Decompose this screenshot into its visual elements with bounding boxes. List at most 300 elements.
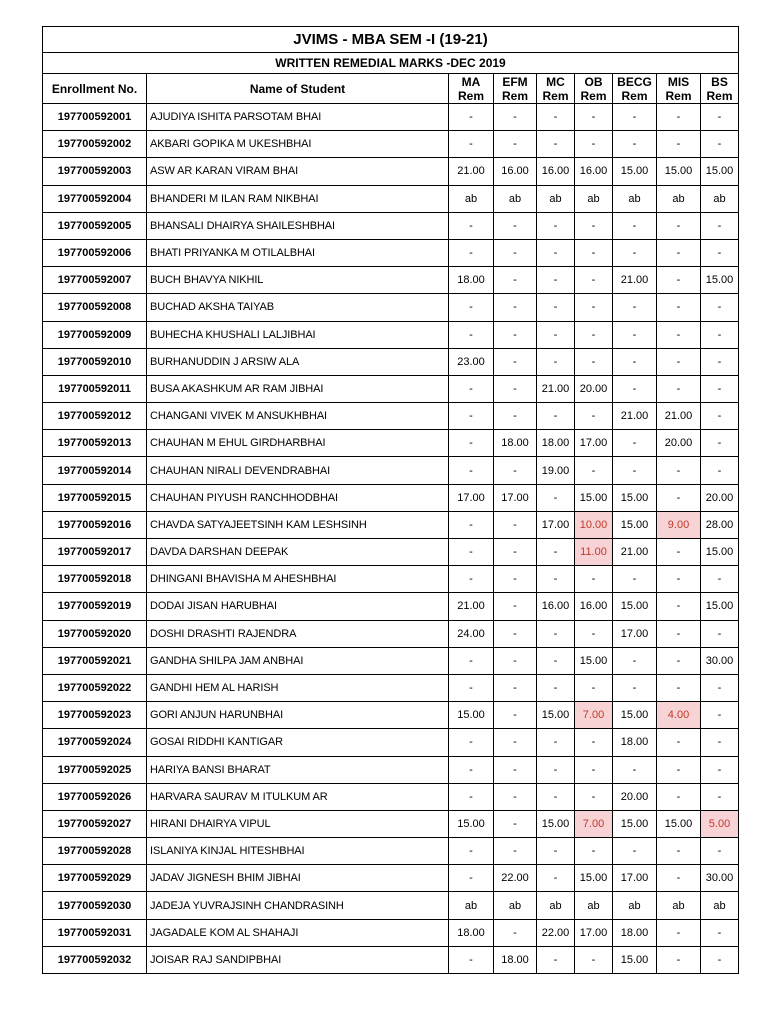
mark-cell-ma: - bbox=[449, 756, 494, 783]
mark-cell-mc: 19.00 bbox=[537, 457, 575, 484]
mark-cell-ma: - bbox=[449, 375, 494, 402]
mark-cell-efm: - bbox=[494, 321, 537, 348]
enrollment-number: 197700592003 bbox=[43, 158, 147, 185]
mark-cell-efm: - bbox=[494, 647, 537, 674]
mark-cell-mc: 22.00 bbox=[537, 919, 575, 946]
mark-cell-bs: - bbox=[701, 946, 739, 973]
mark-cell-efm: 17.00 bbox=[494, 484, 537, 511]
subject-header-ma: MA Rem bbox=[449, 74, 494, 104]
mark-cell-ma: - bbox=[449, 403, 494, 430]
mark-cell-mc: 16.00 bbox=[537, 593, 575, 620]
mark-cell-becg: 21.00 bbox=[613, 403, 657, 430]
subject-header-efm: EFM Rem bbox=[494, 74, 537, 104]
mark-cell-mis: - bbox=[657, 484, 701, 511]
table-row bbox=[43, 593, 739, 620]
mark-cell-becg: - bbox=[613, 430, 657, 457]
mark-cell-mis: 21.00 bbox=[657, 403, 701, 430]
mark-cell-ma: - bbox=[449, 838, 494, 865]
table-row bbox=[43, 756, 739, 783]
mark-cell-becg: 17.00 bbox=[613, 865, 657, 892]
mark-cell-ob: 15.00 bbox=[575, 484, 613, 511]
mark-cell-efm: - bbox=[494, 566, 537, 593]
enrollment-number: 197700592032 bbox=[43, 946, 147, 973]
mark-cell-mis: 15.00 bbox=[657, 810, 701, 837]
mark-cell-ma: - bbox=[449, 566, 494, 593]
mark-cell-becg: - bbox=[613, 104, 657, 131]
mark-cell-ma: 15.00 bbox=[449, 810, 494, 837]
mark-cell-efm: ab bbox=[494, 185, 537, 212]
mark-cell-bs: - bbox=[701, 919, 739, 946]
table-row bbox=[43, 131, 739, 158]
mark-cell-mis: - bbox=[657, 267, 701, 294]
mark-cell-mis: - bbox=[657, 865, 701, 892]
mark-cell-efm: - bbox=[494, 539, 537, 566]
mark-cell-ob: - bbox=[575, 946, 613, 973]
mark-cell-ma: - bbox=[449, 457, 494, 484]
mark-cell-ma: 18.00 bbox=[449, 919, 494, 946]
mark-cell-ma: - bbox=[449, 783, 494, 810]
mark-cell-mis: - bbox=[657, 294, 701, 321]
student-name: JADAV JIGNESH BHIM JIBHAI bbox=[147, 865, 449, 892]
mark-cell-mc: 16.00 bbox=[537, 158, 575, 185]
mark-cell-ma: - bbox=[449, 321, 494, 348]
mark-cell-ob: - bbox=[575, 239, 613, 266]
mark-cell-bs: - bbox=[701, 131, 739, 158]
mark-cell-mis: - bbox=[657, 593, 701, 620]
mark-cell-ob: 16.00 bbox=[575, 593, 613, 620]
student-name: GORI ANJUN HARUNBHAI bbox=[147, 702, 449, 729]
mark-cell-mis: - bbox=[657, 457, 701, 484]
enrollment-number: 197700592026 bbox=[43, 783, 147, 810]
mark-cell-ma: - bbox=[449, 430, 494, 457]
mark-cell-becg: 15.00 bbox=[613, 484, 657, 511]
mark-cell-mc: 15.00 bbox=[537, 810, 575, 837]
mark-cell-mc: - bbox=[537, 403, 575, 430]
mark-cell-mc: - bbox=[537, 267, 575, 294]
mark-cell-efm: 18.00 bbox=[494, 430, 537, 457]
mark-cell-mc: 21.00 bbox=[537, 375, 575, 402]
mark-cell-ob: 7.00 bbox=[575, 810, 613, 837]
enrollment-number: 197700592021 bbox=[43, 647, 147, 674]
table-row bbox=[43, 403, 739, 430]
enrollment-header: Enrollment No. bbox=[43, 74, 147, 104]
mark-cell-mis: - bbox=[657, 375, 701, 402]
enrollment-number: 197700592002 bbox=[43, 131, 147, 158]
mark-cell-becg: ab bbox=[613, 892, 657, 919]
table-row bbox=[43, 267, 739, 294]
enrollment-number: 197700592004 bbox=[43, 185, 147, 212]
mark-cell-becg: 20.00 bbox=[613, 783, 657, 810]
student-name: CHAUHAN PIYUSH RANCHHODBHAI bbox=[147, 484, 449, 511]
enrollment-number: 197700592009 bbox=[43, 321, 147, 348]
mark-cell-mis: ab bbox=[657, 892, 701, 919]
mark-cell-efm: - bbox=[494, 403, 537, 430]
mark-cell-mc: - bbox=[537, 131, 575, 158]
mark-cell-ob: - bbox=[575, 729, 613, 756]
mark-cell-efm: - bbox=[494, 131, 537, 158]
mark-cell-ma: ab bbox=[449, 892, 494, 919]
mark-cell-mc: - bbox=[537, 212, 575, 239]
mark-cell-ma: - bbox=[449, 212, 494, 239]
mark-cell-efm: - bbox=[494, 593, 537, 620]
mark-cell-mis: - bbox=[657, 212, 701, 239]
mark-cell-ob: - bbox=[575, 294, 613, 321]
mark-cell-mc: - bbox=[537, 104, 575, 131]
mark-cell-bs: - bbox=[701, 729, 739, 756]
mark-cell-becg: - bbox=[613, 647, 657, 674]
enrollment-number: 197700592024 bbox=[43, 729, 147, 756]
student-name: GOSAI RIDDHI KANTIGAR bbox=[147, 729, 449, 756]
table-row bbox=[43, 511, 739, 538]
mark-cell-becg: 15.00 bbox=[613, 593, 657, 620]
mark-cell-mc: 15.00 bbox=[537, 702, 575, 729]
student-name: GANDHI HEM AL HARISH bbox=[147, 674, 449, 701]
mark-cell-mis: - bbox=[657, 131, 701, 158]
mark-cell-ma: - bbox=[449, 131, 494, 158]
enrollment-number: 197700592013 bbox=[43, 430, 147, 457]
student-name: CHAVDA SATYAJEETSINH KAM LESHSINH bbox=[147, 511, 449, 538]
mark-cell-ma: - bbox=[449, 511, 494, 538]
mark-cell-efm: - bbox=[494, 674, 537, 701]
mark-cell-becg: - bbox=[613, 239, 657, 266]
mark-cell-bs: - bbox=[701, 294, 739, 321]
mark-cell-mis: 15.00 bbox=[657, 158, 701, 185]
mark-cell-mc: - bbox=[537, 865, 575, 892]
mark-cell-ob: 10.00 bbox=[575, 511, 613, 538]
subject-header-becg: BECG Rem bbox=[613, 74, 657, 104]
mark-cell-ob: - bbox=[575, 783, 613, 810]
mark-cell-efm: ab bbox=[494, 892, 537, 919]
enrollment-number: 197700592008 bbox=[43, 294, 147, 321]
student-name: HIRANI DHAIRYA VIPUL bbox=[147, 810, 449, 837]
mark-cell-efm: - bbox=[494, 838, 537, 865]
mark-cell-ma: 21.00 bbox=[449, 158, 494, 185]
sheet-title: JVIMS - MBA SEM -I (19-21) bbox=[43, 27, 739, 53]
mark-cell-becg: - bbox=[613, 838, 657, 865]
mark-cell-mc: - bbox=[537, 539, 575, 566]
student-name: BUCHAD AKSHA TAIYAB bbox=[147, 294, 449, 321]
subject-header-mis: MIS Rem bbox=[657, 74, 701, 104]
mark-cell-mc: ab bbox=[537, 892, 575, 919]
mark-cell-mis: 9.00 bbox=[657, 511, 701, 538]
mark-cell-mis: - bbox=[657, 566, 701, 593]
mark-cell-bs: 30.00 bbox=[701, 865, 739, 892]
enrollment-number: 197700592030 bbox=[43, 892, 147, 919]
student-name: CHAUHAN M EHUL GIRDHARBHAI bbox=[147, 430, 449, 457]
enrollment-number: 197700592012 bbox=[43, 403, 147, 430]
mark-cell-bs: 15.00 bbox=[701, 539, 739, 566]
mark-cell-efm: - bbox=[494, 104, 537, 131]
mark-cell-mc: - bbox=[537, 838, 575, 865]
mark-cell-ob: - bbox=[575, 674, 613, 701]
mark-cell-mis: - bbox=[657, 647, 701, 674]
mark-cell-becg: - bbox=[613, 348, 657, 375]
mark-cell-efm: - bbox=[494, 294, 537, 321]
table-row bbox=[43, 104, 739, 131]
student-name: DHINGANI BHAVISHA M AHESHBHAI bbox=[147, 566, 449, 593]
table-row bbox=[43, 375, 739, 402]
mark-cell-mis: ab bbox=[657, 185, 701, 212]
mark-cell-bs: 20.00 bbox=[701, 484, 739, 511]
mark-cell-becg: 18.00 bbox=[613, 729, 657, 756]
mark-cell-becg: - bbox=[613, 321, 657, 348]
table-row bbox=[43, 783, 739, 810]
marks-sheet bbox=[42, 26, 738, 974]
enrollment-number: 197700592010 bbox=[43, 348, 147, 375]
mark-cell-bs: - bbox=[701, 756, 739, 783]
table-row bbox=[43, 484, 739, 511]
mark-cell-bs: - bbox=[701, 375, 739, 402]
student-name: BUSA AKASHKUM AR RAM JIBHAI bbox=[147, 375, 449, 402]
mark-cell-becg: 18.00 bbox=[613, 919, 657, 946]
student-name: BHATI PRIYANKA M OTILALBHAI bbox=[147, 239, 449, 266]
mark-cell-ma: 15.00 bbox=[449, 702, 494, 729]
student-name: AKBARI GOPIKA M UKESHBHAI bbox=[147, 131, 449, 158]
mark-cell-mis: - bbox=[657, 539, 701, 566]
mark-cell-ma: - bbox=[449, 946, 494, 973]
mark-cell-efm: 16.00 bbox=[494, 158, 537, 185]
enrollment-number: 197700592029 bbox=[43, 865, 147, 892]
mark-cell-mis: - bbox=[657, 104, 701, 131]
mark-cell-efm: - bbox=[494, 212, 537, 239]
mark-cell-ob: - bbox=[575, 457, 613, 484]
mark-cell-ob: - bbox=[575, 348, 613, 375]
table-row bbox=[43, 539, 739, 566]
mark-cell-ob: 17.00 bbox=[575, 430, 613, 457]
mark-cell-mc: 18.00 bbox=[537, 430, 575, 457]
table-row bbox=[43, 239, 739, 266]
mark-cell-mis: - bbox=[657, 838, 701, 865]
mark-cell-mc: - bbox=[537, 348, 575, 375]
mark-cell-efm: - bbox=[494, 457, 537, 484]
student-name: BUHECHA KHUSHALI LALJIBHAI bbox=[147, 321, 449, 348]
mark-cell-mc: - bbox=[537, 484, 575, 511]
mark-cell-ma: 18.00 bbox=[449, 267, 494, 294]
mark-cell-becg: - bbox=[613, 375, 657, 402]
enrollment-number: 197700592006 bbox=[43, 239, 147, 266]
enrollment-number: 197700592028 bbox=[43, 838, 147, 865]
mark-cell-mc: ab bbox=[537, 185, 575, 212]
student-name: BHANSALI DHAIRYA SHAILESHBHAI bbox=[147, 212, 449, 239]
mark-cell-bs: - bbox=[701, 321, 739, 348]
mark-cell-becg: - bbox=[613, 756, 657, 783]
student-name: BUCH BHAVYA NIKHIL bbox=[147, 267, 449, 294]
mark-cell-efm: - bbox=[494, 375, 537, 402]
mark-cell-ma: - bbox=[449, 104, 494, 131]
table-row bbox=[43, 294, 739, 321]
mark-cell-bs: ab bbox=[701, 185, 739, 212]
mark-cell-mc: - bbox=[537, 620, 575, 647]
mark-cell-mc: - bbox=[537, 566, 575, 593]
enrollment-number: 197700592017 bbox=[43, 539, 147, 566]
mark-cell-bs: 15.00 bbox=[701, 267, 739, 294]
student-name: BURHANUDDIN J ARSIW ALA bbox=[147, 348, 449, 375]
mark-cell-mc: - bbox=[537, 674, 575, 701]
mark-cell-efm: - bbox=[494, 810, 537, 837]
table-row bbox=[43, 647, 739, 674]
mark-cell-mc: - bbox=[537, 783, 575, 810]
mark-cell-bs: - bbox=[701, 674, 739, 701]
mark-cell-bs: - bbox=[701, 702, 739, 729]
mark-cell-ob: 16.00 bbox=[575, 158, 613, 185]
mark-cell-ma: 17.00 bbox=[449, 484, 494, 511]
student-name: DODAI JISAN HARUBHAI bbox=[147, 593, 449, 620]
mark-cell-efm: - bbox=[494, 239, 537, 266]
mark-cell-ob: 20.00 bbox=[575, 375, 613, 402]
mark-cell-bs: 5.00 bbox=[701, 810, 739, 837]
sheet-subtitle: WRITTEN REMEDIAL MARKS -DEC 2019 bbox=[43, 53, 739, 74]
mark-cell-mc: - bbox=[537, 239, 575, 266]
student-name: JAGADALE KOM AL SHAHAJI bbox=[147, 919, 449, 946]
enrollment-number: 197700592015 bbox=[43, 484, 147, 511]
mark-cell-becg: - bbox=[613, 566, 657, 593]
student-name: CHAUHAN NIRALI DEVENDRABHAI bbox=[147, 457, 449, 484]
marks-table bbox=[42, 26, 739, 974]
table-row bbox=[43, 892, 739, 919]
mark-cell-bs: - bbox=[701, 838, 739, 865]
enrollment-number: 197700592022 bbox=[43, 674, 147, 701]
mark-cell-bs: 15.00 bbox=[701, 593, 739, 620]
student-name: ASW AR KARAN VIRAM BHAI bbox=[147, 158, 449, 185]
mark-cell-efm: - bbox=[494, 756, 537, 783]
mark-cell-bs: - bbox=[701, 212, 739, 239]
mark-cell-mis: 4.00 bbox=[657, 702, 701, 729]
mark-cell-becg: - bbox=[613, 212, 657, 239]
mark-cell-ob: ab bbox=[575, 892, 613, 919]
student-name: DAVDA DARSHAN DEEPAK bbox=[147, 539, 449, 566]
table-row bbox=[43, 212, 739, 239]
mark-cell-bs: 28.00 bbox=[701, 511, 739, 538]
mark-cell-becg: 21.00 bbox=[613, 539, 657, 566]
table-row bbox=[43, 348, 739, 375]
enrollment-number: 197700592007 bbox=[43, 267, 147, 294]
mark-cell-efm: - bbox=[494, 267, 537, 294]
mark-cell-becg: 15.00 bbox=[613, 511, 657, 538]
student-rows bbox=[43, 104, 739, 974]
mark-cell-ma: 24.00 bbox=[449, 620, 494, 647]
mark-cell-mis: - bbox=[657, 239, 701, 266]
mark-cell-bs: - bbox=[701, 403, 739, 430]
mark-cell-ma: - bbox=[449, 865, 494, 892]
mark-cell-ob: - bbox=[575, 620, 613, 647]
student-name: AJUDIYA ISHITA PARSOTAM BHAI bbox=[147, 104, 449, 131]
mark-cell-efm: - bbox=[494, 783, 537, 810]
mark-cell-mc: - bbox=[537, 294, 575, 321]
mark-cell-ob: 11.00 bbox=[575, 539, 613, 566]
mark-cell-becg: ab bbox=[613, 185, 657, 212]
table-row bbox=[43, 838, 739, 865]
student-name-header: Name of Student bbox=[147, 74, 449, 104]
mark-cell-bs: - bbox=[701, 783, 739, 810]
table-row bbox=[43, 158, 739, 185]
student-name: DOSHI DRASHTI RAJENDRA bbox=[147, 620, 449, 647]
mark-cell-ma: - bbox=[449, 539, 494, 566]
mark-cell-becg: 15.00 bbox=[613, 702, 657, 729]
mark-cell-mis: - bbox=[657, 946, 701, 973]
mark-cell-mc: - bbox=[537, 756, 575, 783]
enrollment-number: 197700592014 bbox=[43, 457, 147, 484]
mark-cell-ob: 7.00 bbox=[575, 702, 613, 729]
table-row bbox=[43, 185, 739, 212]
student-name: JADEJA YUVRAJSINH CHANDRASINH bbox=[147, 892, 449, 919]
mark-cell-bs: - bbox=[701, 430, 739, 457]
mark-cell-bs: - bbox=[701, 566, 739, 593]
mark-cell-ma: 23.00 bbox=[449, 348, 494, 375]
mark-cell-becg: - bbox=[613, 294, 657, 321]
mark-cell-ma: ab bbox=[449, 185, 494, 212]
enrollment-number: 197700592001 bbox=[43, 104, 147, 131]
enrollment-number: 197700592016 bbox=[43, 511, 147, 538]
student-name: ISLANIYA KINJAL HITESHBHAI bbox=[147, 838, 449, 865]
mark-cell-efm: - bbox=[494, 348, 537, 375]
subject-header-mc: MC Rem bbox=[537, 74, 575, 104]
mark-cell-mis: - bbox=[657, 919, 701, 946]
student-name: GANDHA SHILPA JAM ANBHAI bbox=[147, 647, 449, 674]
mark-cell-mc: - bbox=[537, 729, 575, 756]
mark-cell-mis: - bbox=[657, 620, 701, 647]
mark-cell-ob: - bbox=[575, 131, 613, 158]
mark-cell-mis: - bbox=[657, 348, 701, 375]
enrollment-number: 197700592023 bbox=[43, 702, 147, 729]
student-name: CHANGANI VIVEK M ANSUKHBHAI bbox=[147, 403, 449, 430]
mark-cell-mis: - bbox=[657, 729, 701, 756]
mark-cell-efm: - bbox=[494, 511, 537, 538]
mark-cell-mis: - bbox=[657, 783, 701, 810]
enrollment-number: 197700592019 bbox=[43, 593, 147, 620]
table-row bbox=[43, 946, 739, 973]
table-row bbox=[43, 321, 739, 348]
subject-header-bs: BS Rem bbox=[701, 74, 739, 104]
mark-cell-ob: 15.00 bbox=[575, 865, 613, 892]
mark-cell-ob: - bbox=[575, 321, 613, 348]
mark-cell-ma: - bbox=[449, 729, 494, 756]
enrollment-number: 197700592018 bbox=[43, 566, 147, 593]
mark-cell-becg: - bbox=[613, 131, 657, 158]
mark-cell-ob: - bbox=[575, 838, 613, 865]
table-row bbox=[43, 919, 739, 946]
mark-cell-efm: 18.00 bbox=[494, 946, 537, 973]
mark-cell-ob: ab bbox=[575, 185, 613, 212]
enrollment-number: 197700592031 bbox=[43, 919, 147, 946]
mark-cell-bs: - bbox=[701, 348, 739, 375]
mark-cell-becg: 15.00 bbox=[613, 810, 657, 837]
mark-cell-ob: - bbox=[575, 756, 613, 783]
enrollment-number: 197700592020 bbox=[43, 620, 147, 647]
mark-cell-mis: - bbox=[657, 756, 701, 783]
student-name: BHANDERI M ILAN RAM NIKBHAI bbox=[147, 185, 449, 212]
mark-cell-efm: - bbox=[494, 729, 537, 756]
mark-cell-ob: - bbox=[575, 104, 613, 131]
mark-cell-bs: - bbox=[701, 620, 739, 647]
student-name: HARIYA BANSI BHARAT bbox=[147, 756, 449, 783]
table-row bbox=[43, 810, 739, 837]
enrollment-number: 197700592011 bbox=[43, 375, 147, 402]
enrollment-number: 197700592027 bbox=[43, 810, 147, 837]
mark-cell-mc: 17.00 bbox=[537, 511, 575, 538]
mark-cell-efm: - bbox=[494, 702, 537, 729]
mark-cell-becg: 15.00 bbox=[613, 158, 657, 185]
mark-cell-efm: - bbox=[494, 919, 537, 946]
mark-cell-mc: - bbox=[537, 946, 575, 973]
mark-cell-mc: - bbox=[537, 321, 575, 348]
table-row bbox=[43, 566, 739, 593]
mark-cell-mis: 20.00 bbox=[657, 430, 701, 457]
mark-cell-bs: - bbox=[701, 104, 739, 131]
table-row bbox=[43, 457, 739, 484]
table-row bbox=[43, 430, 739, 457]
student-name: HARVARA SAURAV M ITULKUM AR bbox=[147, 783, 449, 810]
table-row bbox=[43, 865, 739, 892]
